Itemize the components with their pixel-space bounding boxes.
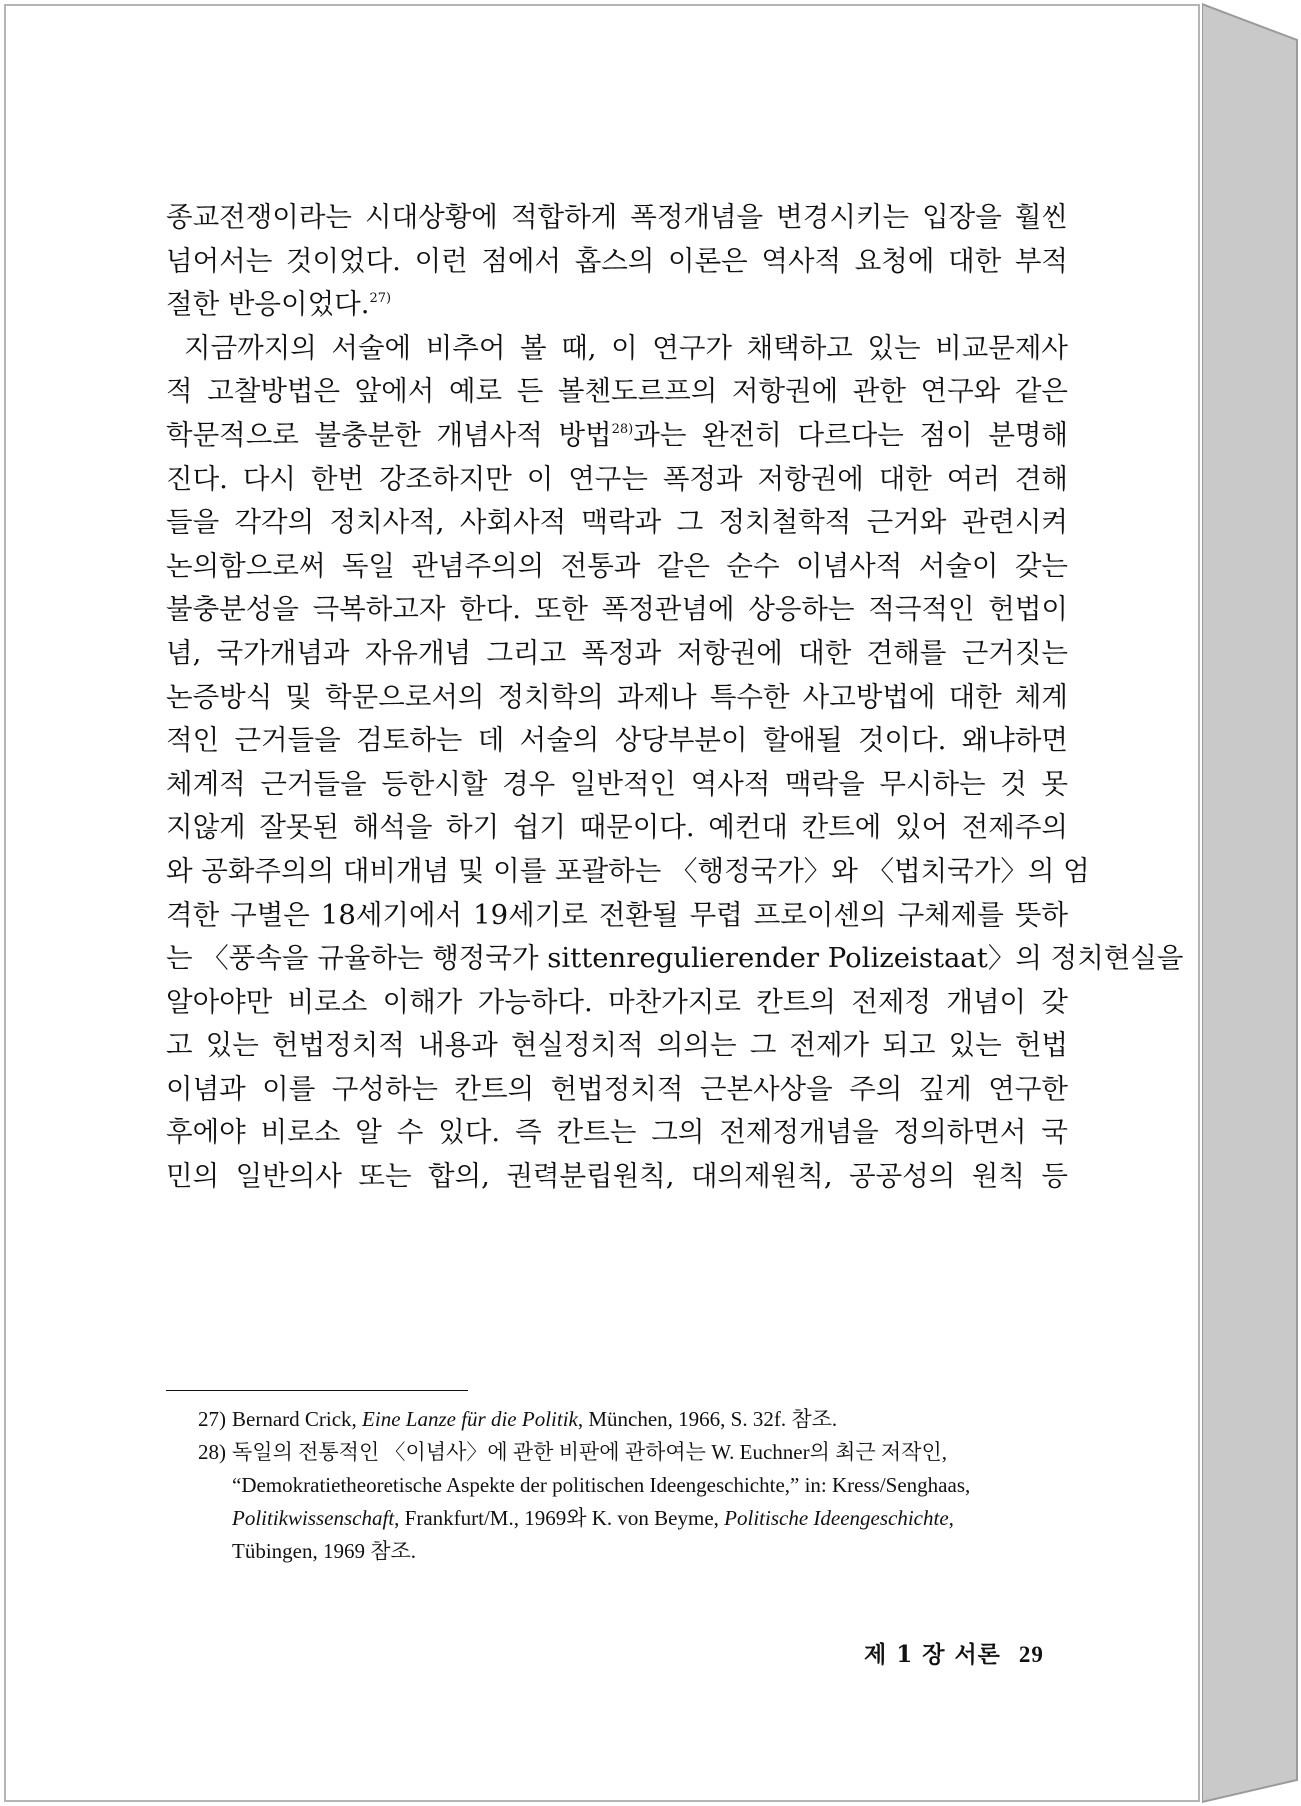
footnotes [198,1403,1078,1568]
footnote-text: , Frankfurt/M., 1969와 K. von Beyme, [394,1506,725,1530]
body-line: 는 〈풍속을 규율하는 행정국가 sittenregulierender Polizeistaat〉의 정치현실을 [166,942,1184,975]
body-line [166,414,1068,458]
body-text [166,196,1184,1199]
body-line: 넘어서는 것이었다. 이런 점에서 홉스의 이론은 역사적 요청에 대한 부적 [166,244,1069,277]
footnote-text: 독일의 전통적인 〈이념사〉에 관한 비판에 관하여는 W. Euchner의 최근 저작인, [232,1440,948,1464]
body-line: 지않게 잘못된 해석을 하기 쉽기 때문이다. 예컨대 칸트에 있어 전제주의 [166,811,1068,844]
footnote-27 [198,1403,1078,1436]
footnote-rest: , München, 1966, S. 32f. 참조. [577,1407,838,1431]
body-line: 이념과 이를 구성하는 칸트의 헌법정치적 근본사상을 주의 깊게 연구한 [166,1072,1068,1105]
footnote-28-line [198,1502,1078,1535]
footnote-28-line: “Demokratietheoretische Aspekte der politischen Ideengeschichte,” in: Kress/Senghaas, [232,1473,971,1497]
body-line [166,283,1068,327]
body-line: 지금까지의 서술에 비추어 볼 때, 이 연구가 채택하고 있는 비교문제사 [184,331,1068,364]
body-line-text: 과는 완전히 다르다는 점이 분명해 [633,418,1069,451]
body-line: 체계적 근거들을 등한시할 경우 일반적인 역사적 맥락을 무시하는 것 못 [166,767,1068,800]
footnote-28 [198,1436,1078,1469]
page-stack-shadow [1202,0,1301,1806]
footnote-ref-28[interactable]: 28) [611,421,634,437]
body-line: 진다. 다시 한번 강조하지만 이 연구는 폭정과 저항권에 대한 여러 견해 [166,462,1068,495]
chapter-title: 제 1 장 서론 [864,1641,1001,1668]
footnote-number: 28) [198,1440,226,1464]
footnote-author: Bernard Crick, [232,1407,363,1431]
body-line: 고 있는 헌법정치적 내용과 현실정치적 의의는 그 전제가 되고 있는 헌법 [166,1029,1068,1062]
body-line: 념, 국가개념과 자유개념 그리고 폭정과 저항권에 대한 견해를 근거짓는 [166,636,1068,669]
body-line-text: 절한 반응이었다. [166,288,370,321]
body-line: 논의함으로써 독일 관념주의의 전통과 같은 순수 이념사적 서술이 갖는 [166,549,1068,582]
body-line: 적 고찰방법은 앞에서 예로 든 볼첸도르프의 저항권에 관한 연구와 같은 [166,375,1068,408]
footnote-title: Politikwissenschaft [232,1506,395,1530]
body-line: 격한 구별은 18세기에서 19세기로 전환될 무렵 프로이센의 구체제를 뜻하 [166,898,1068,931]
footnote-ref-27[interactable]: 27) [369,291,392,307]
body-line: 알아야만 비로소 이해가 가능하다. 마찬가지로 칸트의 전제정 개념이 갖 [166,985,1068,1018]
running-footer [864,1636,1044,1669]
body-line: 적인 근거들을 검토하는 데 서술의 상당부분이 할애될 것이다. 왜냐하면 [166,724,1068,757]
footnote-title: Eine Lanze für die Politik [362,1407,578,1431]
body-line: 불충분성을 극복하고자 한다. 또한 폭정관념에 상응하는 적극적인 헌법이 [166,593,1068,626]
footnote-28-line: Tübingen, 1969 참조. [232,1539,417,1563]
body-line-text: 학문적으로 불충분한 개념사적 방법 [166,418,612,451]
footnote-separator [166,1390,468,1391]
body-line: 논증방식 및 학문으로서의 정치학의 과제나 특수한 사고방법에 대한 체계 [166,680,1068,713]
body-line: 들을 각각의 정치사적, 사회사적 맥락과 그 정치철학적 근거와 관련시켜 [166,506,1068,539]
footnote-title: Politische Ideengeschichte [724,1506,949,1530]
footnote-text: , [948,1506,954,1530]
body-line: 와 공화주의의 대비개념 및 이를 포괄하는 〈행정국가〉와 〈법치국가〉의 엄 [166,854,1090,887]
footnote-number: 27) [198,1407,226,1431]
page-number: 29 [1018,1642,1044,1667]
body-line: 종교전쟁이라는 시대상황에 적합하게 폭정개념을 변경시키는 입장을 훨씬 [166,201,1068,233]
body-line: 후에야 비로소 알 수 있다. 즉 칸트는 그의 전제정개념을 정의하면서 국 [166,1116,1068,1149]
body-line: 민의 일반의사 또는 합의, 권력분립원칙, 대의제원칙, 공공성의 원칙 등 [166,1160,1068,1193]
